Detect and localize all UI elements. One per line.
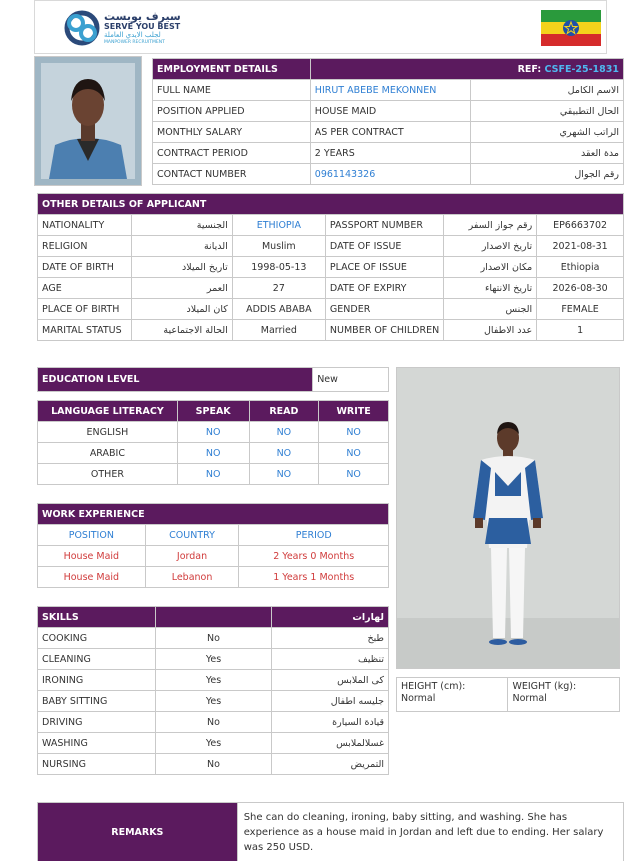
language-name: ENGLISH (38, 422, 178, 443)
language-name: OTHER (38, 464, 178, 485)
remarks-table (37, 802, 624, 861)
remarks-title: REMARKS (38, 803, 238, 861)
religion-arabic: الديانة (132, 236, 232, 257)
skill-name: WASHING (38, 733, 156, 754)
expiry-value: 2026-08-30 (537, 278, 624, 299)
work-country: Jordan (145, 546, 239, 567)
work-period: 2 Years 0 Months (239, 546, 389, 567)
age-arabic: العمر (132, 278, 232, 299)
skills-title-spacer (155, 607, 272, 628)
issue-date-value: 2021-08-31 (537, 236, 624, 257)
speak-value: NO (177, 464, 249, 485)
skills-title-arabic: لهارات (272, 607, 389, 628)
height-value: Normal (401, 693, 436, 704)
table-row (38, 628, 389, 649)
work-position: House Maid (38, 546, 146, 567)
table-row (38, 691, 389, 712)
table-row (38, 546, 389, 567)
marital-value: Married (232, 320, 325, 341)
table-row (38, 464, 389, 485)
skill-arabic: تنظيف (272, 649, 389, 670)
expiry-label: DATE OF EXPIRY (325, 278, 443, 299)
ethiopia-flag-icon (541, 10, 601, 46)
issue-place-arabic: مكان الاصدار (444, 257, 537, 278)
read-value: NO (249, 464, 319, 485)
write-value: NO (319, 464, 389, 485)
applicant-portrait-photo (34, 56, 142, 186)
issue-place-value: Ethiopia (537, 257, 624, 278)
birth-place-arabic: كان الميلاد (132, 299, 232, 320)
skill-name: CLEANING (38, 649, 156, 670)
dob-arabic: تاريخ الميلاد (132, 257, 232, 278)
work-position: House Maid (38, 567, 146, 588)
age-label: AGE (38, 278, 132, 299)
work-period: 1 Years 1 Months (239, 567, 389, 588)
skill-name: IRONING (38, 670, 156, 691)
education-value: New (313, 368, 389, 392)
table-row (38, 670, 389, 691)
table-row (38, 278, 624, 299)
nationality-label: NATIONALITY (38, 215, 132, 236)
skill-value: Yes (155, 649, 272, 670)
marital-label: MARITAL STATUS (38, 320, 132, 341)
skill-value: No (155, 628, 272, 649)
position-label: POSITION APPLIED (153, 101, 311, 122)
ref-value: CSFE-25-1831 (544, 63, 619, 75)
issue-date-arabic: تاريخ الاصدار (444, 236, 537, 257)
table-row (153, 122, 624, 143)
skill-name: COOKING (38, 628, 156, 649)
work-country: Lebanon (145, 567, 239, 588)
language-name: ARABIC (38, 443, 178, 464)
work-title: WORK EXPERIENCE (38, 504, 389, 525)
weight-label: WEIGHT (kg): (512, 681, 577, 692)
salary-arabic: الراتب الشهري (470, 122, 623, 143)
skill-value: Yes (155, 691, 272, 712)
age-value: 27 (232, 278, 325, 299)
skill-value: Yes (155, 733, 272, 754)
full-name-value: HIRUT ABEBE MEKONNEN (310, 80, 470, 101)
salary-label: MONTHLY SALARY (153, 122, 311, 143)
table-row (153, 101, 624, 122)
work-experience-table (37, 503, 389, 588)
skill-arabic: جليسه اطفال (272, 691, 389, 712)
table-row (38, 215, 624, 236)
other-details-title: OTHER DETAILS OF APPLICANT (38, 194, 624, 215)
issue-date-label: DATE OF ISSUE (325, 236, 443, 257)
marital-arabic: الحالة الاجتماعية (132, 320, 232, 341)
speak-value: NO (177, 443, 249, 464)
skills-table (37, 606, 389, 775)
skill-value: No (155, 754, 272, 775)
table-row (38, 299, 624, 320)
ref-cell (310, 59, 623, 80)
gender-value: FEMALE (537, 299, 624, 320)
employment-details-table (152, 58, 624, 185)
height-label: HEIGHT (cm): (401, 681, 466, 692)
birth-place-value: ADDIS ABABA (232, 299, 325, 320)
skill-value: No (155, 712, 272, 733)
children-label: NUMBER OF CHILDREN (325, 320, 443, 341)
logo-english-tagline: MANPOWER RECRUITMENT (104, 40, 165, 45)
birth-place-label: PLACE OF BIRTH (38, 299, 132, 320)
skill-arabic: غسلالملابس (272, 733, 389, 754)
education-table (37, 367, 389, 392)
contract-label: CONTRACT PERIOD (153, 143, 311, 164)
contact-label: CONTACT NUMBER (153, 164, 311, 185)
weight-cell (508, 678, 620, 712)
religion-label: RELIGION (38, 236, 132, 257)
passport-label: PASSPORT NUMBER (325, 215, 443, 236)
expiry-arabic: تاريخ الانتهاء (444, 278, 537, 299)
write-value: NO (319, 422, 389, 443)
issue-place-label: PLACE OF ISSUE (325, 257, 443, 278)
nationality-arabic: الجنسية (132, 215, 232, 236)
period-header: PERIOD (239, 525, 389, 546)
table-row (38, 733, 389, 754)
skill-arabic: التمريض (272, 754, 389, 775)
country-header: COUNTRY (145, 525, 239, 546)
read-header: READ (249, 401, 319, 422)
salary-value: AS PER CONTRACT (310, 122, 470, 143)
read-value: NO (249, 443, 319, 464)
education-title: EDUCATION LEVEL (38, 368, 313, 392)
table-row (153, 143, 624, 164)
weight-value: Normal (512, 693, 547, 704)
skill-arabic: طبخ (272, 628, 389, 649)
employment-title: EMPLOYMENT DETAILS (153, 59, 311, 80)
table-row (38, 443, 389, 464)
position-arabic: الحال التطبيقي (470, 101, 623, 122)
skill-arabic: كى الملابس (272, 670, 389, 691)
gender-arabic: الجنس (444, 299, 537, 320)
contact-value[interactable]: 0961143326 (310, 164, 470, 185)
logo-mark-icon (62, 9, 102, 47)
logo-english-name: SERVE YOU BEST (104, 22, 181, 31)
dob-value: 1998-05-13 (232, 257, 325, 278)
ref-label: REF: (517, 63, 542, 75)
skill-arabic: قيادة السيارة (272, 712, 389, 733)
religion-value: Muslim (232, 236, 325, 257)
logo-arabic-tagline: لجلب الايدي العاملة (104, 31, 161, 39)
table-row (38, 712, 389, 733)
table-row (38, 257, 624, 278)
children-value: 1 (537, 320, 624, 341)
full-name-arabic: الاسم الكامل (470, 80, 623, 101)
contract-arabic: مدة العقد (470, 143, 623, 164)
dob-label: DATE OF BIRTH (38, 257, 132, 278)
table-row (153, 80, 624, 101)
remarks-text: She can do cleaning, ironing, baby sitting, and washing. She has experience as a house maid in Jordan and left due to ending. Her salary was 250 USD. (237, 803, 623, 861)
passport-value: EP6663702 (537, 215, 624, 236)
read-value: NO (249, 422, 319, 443)
skill-name: BABY SITTING (38, 691, 156, 712)
logo-arabic-name: سيرف يوبست (104, 10, 181, 23)
company-logo (62, 9, 202, 47)
table-row (38, 754, 389, 775)
speak-value: NO (177, 422, 249, 443)
table-row (38, 422, 389, 443)
height-weight-table (396, 677, 620, 712)
table-row (38, 649, 389, 670)
language-table (37, 400, 389, 485)
skill-name: DRIVING (38, 712, 156, 733)
children-arabic: عدد الاطفال (444, 320, 537, 341)
height-cell (397, 678, 508, 712)
table-row (153, 164, 624, 185)
other-details-table (37, 193, 624, 341)
table-row (38, 567, 389, 588)
skills-title: SKILLS (38, 607, 156, 628)
contact-arabic: رقم الجوال (470, 164, 623, 185)
language-header: LANGUAGE LITERACY (38, 401, 178, 422)
position-value: HOUSE MAID (310, 101, 470, 122)
gender-label: GENDER (325, 299, 443, 320)
write-value: NO (319, 443, 389, 464)
position-header: POSITION (38, 525, 146, 546)
applicant-full-body-photo (396, 367, 620, 669)
skill-name: NURSING (38, 754, 156, 775)
skill-value: Yes (155, 670, 272, 691)
speak-header: SPEAK (177, 401, 249, 422)
write-header: WRITE (319, 401, 389, 422)
contract-value: 2 YEARS (310, 143, 470, 164)
table-row (38, 236, 624, 257)
table-row (38, 320, 624, 341)
passport-arabic: رقم جواز السفر (444, 215, 537, 236)
nationality-value: ETHIOPIA (232, 215, 325, 236)
full-name-label: FULL NAME (153, 80, 311, 101)
